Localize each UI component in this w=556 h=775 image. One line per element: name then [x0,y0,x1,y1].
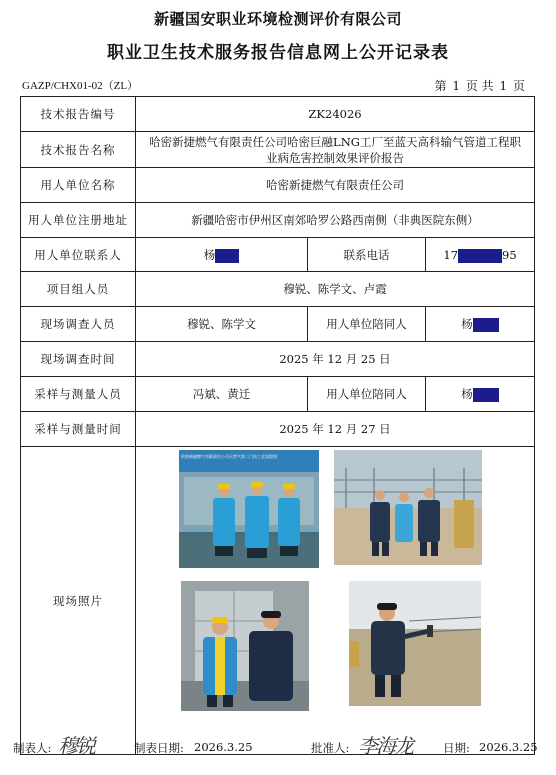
team-label: 项目组人员 [21,272,136,307]
form-title: 职业卫生技术服务报告信息网上公开记录表 [107,43,449,63]
survey-staff-value: 穆锐、陈学文 [136,307,308,342]
row-address [21,203,535,238]
row-sampling-staff [21,377,535,412]
approver-signature: 李海龙 [358,734,412,758]
escort2-label: 用人单位陪同人 [308,377,426,412]
photo1-banner: 哈密新捷燃气有限责任公司天然气第二门站工艺流程图 [181,454,277,459]
redaction-mask [215,249,239,263]
make-date-value: 2026.3.25 [194,740,253,754]
photos-cell [136,447,535,755]
employer-value: 哈密新捷燃气有限责任公司 [136,168,535,203]
site-photo-3 [181,581,309,711]
survey-time-label: 现场调查时间 [21,342,136,377]
redaction-mask [458,249,502,263]
redaction-mask [473,318,499,332]
approver-label: 批准人: [311,741,350,755]
team-value: 穆锐、陈学文、卢霞 [136,272,535,307]
site-photo-2-image [334,450,482,565]
row-report-name [21,132,535,168]
maker-signature: 穆锐 [58,734,94,758]
row-sampling-time [21,412,535,447]
site-photo-3-image [181,581,309,711]
row-survey-time [21,342,535,377]
report-name-label: 技术报告名称 [21,132,136,168]
row-contact [21,238,535,272]
make-date-label: 制表日期: [134,741,184,755]
sampling-staff-value: 冯斌、黄迁 [136,377,308,412]
escort1-value: 杨 [426,307,535,342]
site-photo-4-image [349,581,481,706]
contact-value: 杨 [136,238,308,272]
site-photo-1-image [179,450,319,568]
row-report-no [21,97,535,132]
report-no-value: ZK24026 [136,97,535,132]
redaction-mask [473,388,499,402]
sampling-time-value: 2025 年 12 月 27 日 [136,412,535,447]
report-name-value: 哈密新捷燃气有限责任公司哈密巨融LNG工厂至蓝天高科输气管道工程职业病危害控制效果评价报告 [136,132,535,168]
site-photo-1 [179,450,319,568]
sampling-staff-label: 采样与测量人员 [21,377,136,412]
survey-staff-label: 现场调查人员 [21,307,136,342]
form-code: GAZP/CHX01-02（ZL） [22,80,139,92]
row-survey-staff [21,307,535,342]
escort1-label: 用人单位陪同人 [308,307,426,342]
phone-value: 17 95 [426,238,535,272]
row-photos [21,447,535,755]
company-name: 新疆国安职业环境检测评价有限公司 [153,10,402,28]
site-photo-4 [349,581,481,706]
sampling-time-label: 采样与测量时间 [21,412,136,447]
maker-label: 制表人: [13,741,52,755]
address-value: 新疆哈密市伊州区南郊哈罗公路西南侧（非典医院东侧） [136,203,535,238]
phone-label: 联系电话 [308,238,426,272]
row-employer [21,168,535,203]
page-indicator: 第 1 页 共 1 页 [434,79,525,93]
row-team [21,272,535,307]
photo-grid [136,447,534,754]
contact-label: 用人单位联系人 [21,238,136,272]
address-label: 用人单位注册地址 [21,203,136,238]
escort2-value: 杨 [426,377,535,412]
site-photo-2 [334,450,482,565]
survey-time-value: 2025 年 12 月 25 日 [136,342,535,377]
employer-label: 用人单位名称 [21,168,136,203]
report-no-label: 技术报告编号 [21,97,136,132]
date-value: 2026.3.25 [479,740,538,754]
date-label: 日期: [443,741,470,755]
signature-footer [0,734,556,758]
record-table [20,96,535,755]
photos-label: 现场照片 [21,447,136,755]
